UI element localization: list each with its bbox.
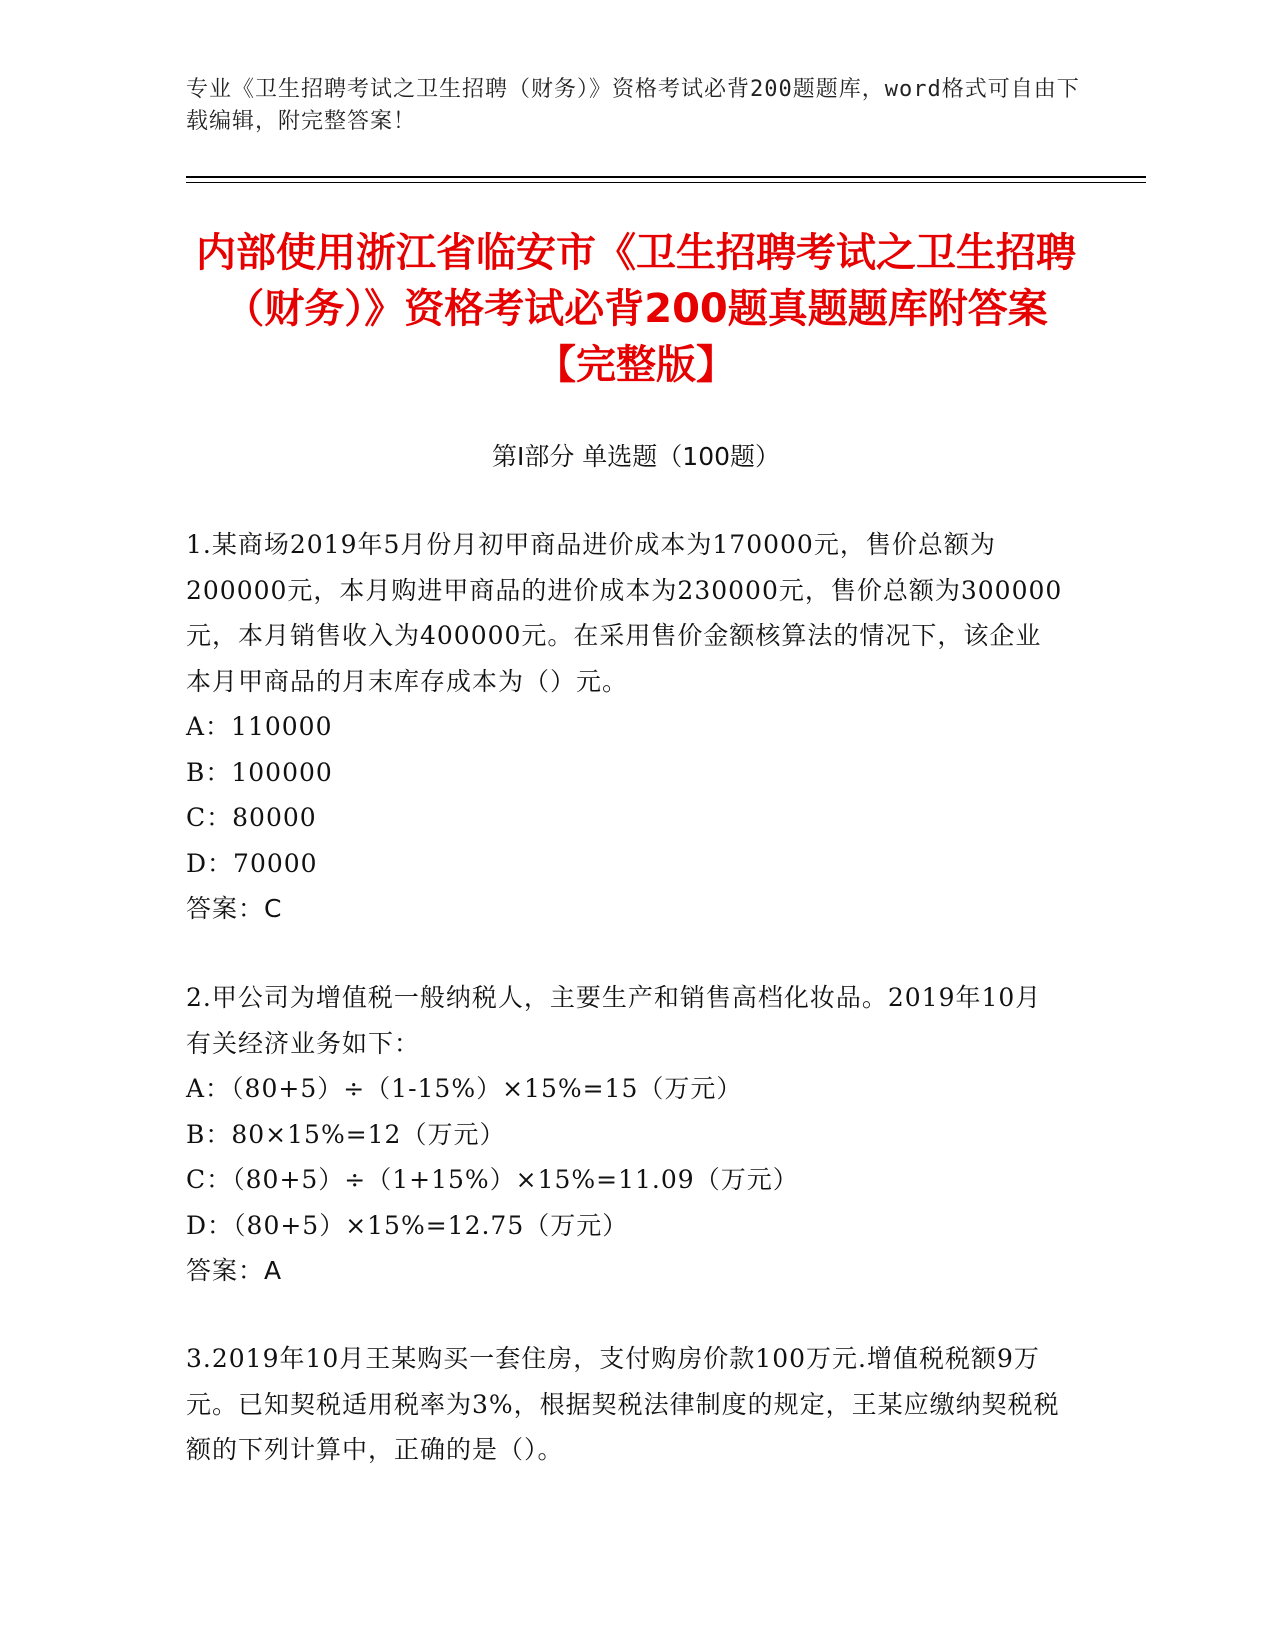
header-divider-thin [186, 182, 1146, 183]
question-stem: 1.某商场2019年5月份月初甲商品进价成本为170000元，售价总额为200000元，本月购进甲商品的进价成本为230000元，售价总额为300000元，本月销售收入为400000元。在采用售价金额核算法的情况下，该企业本月甲商品的月末库存成本为（）元。 [186, 530, 1063, 696]
question-stem: 3.2019年10月王某购买一套住房，支付购房价款100万元.增值税税额9万元。已知契税适用税率为3%，根据契税法律制度的规定，王某应缴纳契税税额的下列计算中，正确的是（）。 [186, 1344, 1060, 1464]
option-c: C：80000 [186, 803, 317, 832]
option-c: C：（80+5）÷（1+15%）×15%=11.09（万元） [186, 1165, 799, 1194]
question-3 [186, 1336, 1066, 1473]
option-d: D：（80+5）×15%=12.75（万元） [186, 1210, 629, 1240]
question-1 [186, 522, 1066, 932]
header-divider-thick [186, 176, 1146, 178]
option-a: A：（80+5）÷（1-15%）×15%=15（万元） [186, 1074, 743, 1103]
question-stem: 2.甲公司为增值税一般纳税人，主要生产和销售高档化妆品。2019年10月有关经济业务如下： [186, 983, 1042, 1058]
header-note: 专业《卫生招聘考试之卫生招聘（财务）》资格考试必背200题题库，word格式可自由下载编辑，附完整答案！ [186, 77, 1080, 134]
option-d: D：70000 [186, 848, 318, 878]
option-a: A：110000 [186, 712, 333, 741]
answer: 答案：A [186, 1256, 283, 1285]
option-b: B：80×15%=12（万元） [186, 1119, 506, 1149]
question-2 [186, 975, 1066, 1294]
section-title: 第I部分 单选题（100题） [491, 442, 781, 471]
option-b: B：100000 [186, 757, 333, 787]
document-title: 内部使用浙江省临安市《卫生招聘考试之卫生招聘（财务）》资格考试必背200题真题题库附答案【完整版】 [196, 230, 1076, 388]
answer: 答案：C [186, 894, 283, 923]
